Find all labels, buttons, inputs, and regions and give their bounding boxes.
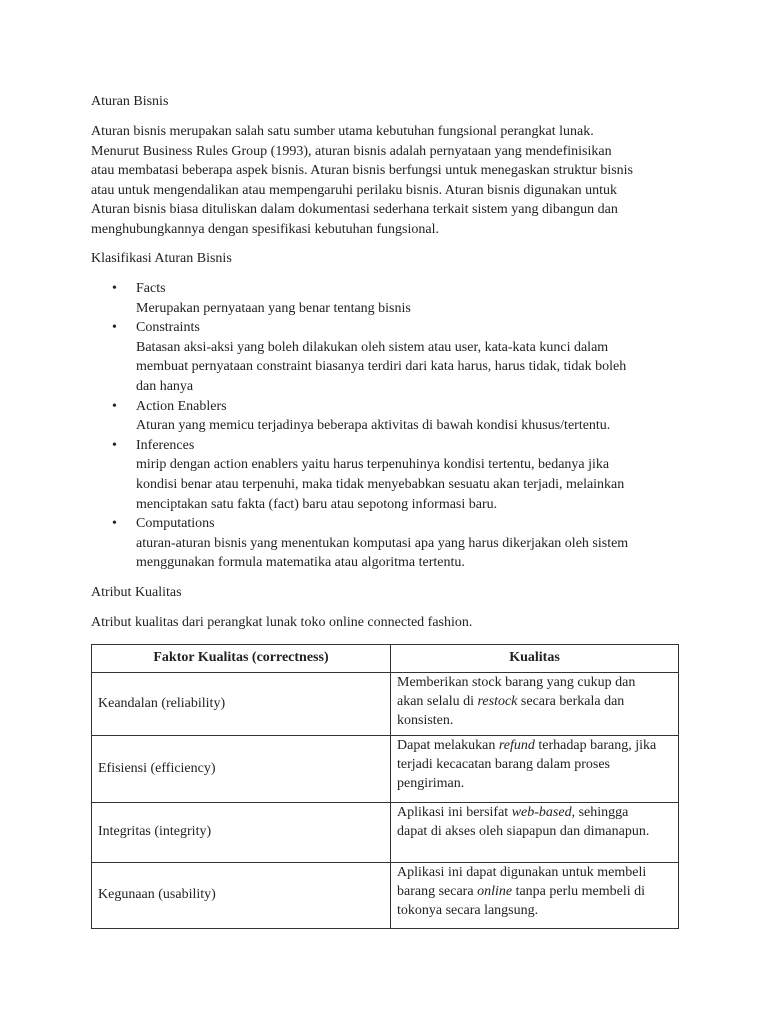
- quality-table: [91, 644, 679, 929]
- paragraph-line: Menurut Business Rules Group (1993), aturan bisnis adalah pernyataan yang mendefinisikan: [91, 143, 612, 159]
- list-item-computations: [91, 514, 681, 573]
- section-title-aturan-bisnis: Aturan Bisnis: [91, 94, 169, 109]
- bullet-icon: •: [112, 281, 117, 296]
- factor-cell: Integritas (integrity): [92, 802, 391, 862]
- paragraph-line: atau untuk mengendalikan atau mempengaruhi perilaku bisnis. Aturan bisnis digunakan untuk: [91, 182, 618, 198]
- list-item-desc: membuat pernyataan constraint biasanya terdiri dari kata harus, harus tidak, tidak boleh: [136, 359, 627, 375]
- bullet-icon: •: [112, 516, 117, 532]
- list-item-desc: kondisi benar atau terpenuhi, maka tidak menyebabkan sesuatu akan terjadi, melainkan: [136, 476, 625, 492]
- factor-cell: Efisiensi (efficiency): [92, 735, 391, 802]
- list-item-desc: Aturan yang memicu terjadinya beberapa aktivitas di bawah kondisi khusus/tertentu.: [136, 418, 611, 434]
- list-item-term: Facts: [136, 281, 166, 296]
- list-item-constraints: [91, 318, 681, 396]
- section-title-klasifikasi: Klasifikasi Aturan Bisnis: [91, 251, 232, 266]
- list-item-desc: menggunakan formula matematika atau algoritma tertentu.: [136, 555, 465, 571]
- list-item-desc: dan hanya: [136, 378, 194, 394]
- list-item-term: Inferences: [136, 437, 195, 453]
- table-row: [92, 802, 679, 862]
- aturan-bisnis-paragraph: [91, 122, 681, 239]
- document-page: [91, 92, 681, 929]
- bullet-icon: •: [112, 398, 117, 414]
- bullet-icon: •: [112, 320, 117, 336]
- list-item-desc: Batasan aksi-aksi yang boleh dilakukan oleh sistem atau user, kata-kata kunci dalam: [136, 339, 609, 355]
- list-item-inferences: [91, 436, 681, 514]
- factor-cell: Kegunaan (usability): [92, 862, 391, 928]
- bullet-icon: •: [112, 437, 117, 453]
- list-item-desc: menciptakan satu fakta (fact) baru atau sepotong informasi baru.: [136, 496, 498, 512]
- table-row: [92, 672, 679, 735]
- factor-cell: Keandalan (reliability): [92, 672, 391, 735]
- quality-cell: Dapat melakukan refund terhadap barang, jika terjadi kecacatan barang dalam proses pengiriman.: [391, 735, 679, 802]
- table-header-factor: Faktor Kualitas (correctness): [92, 644, 391, 672]
- paragraph-line: Aturan bisnis merupakan salah satu sumber utama kebutuhan fungsional perangkat lunak.: [91, 124, 594, 139]
- atribut-kualitas-intro: Atribut kualitas dari perangkat lunak toko online connected fashion.: [91, 614, 473, 630]
- klasifikasi-list: [91, 279, 681, 573]
- quality-cell: Aplikasi ini dapat digunakan untuk membeli barang secara online tanpa perlu membeli di tokonya secara langsung.: [391, 862, 679, 928]
- paragraph-line: atau membatasi beberapa aspek bisnis. Aturan bisnis berfungsi untuk menegaskan struktur bisnis: [91, 163, 634, 178]
- table-row: [92, 735, 679, 802]
- paragraph-line: menghubungkannya dengan spesifikasi kebutuhan fungsional.: [91, 221, 439, 237]
- section-title-atribut-kualitas: Atribut Kualitas: [91, 584, 182, 600]
- list-item-term: Constraints: [136, 320, 200, 336]
- table-header-quality: Kualitas: [391, 644, 679, 672]
- list-item-term: Computations: [136, 516, 215, 532]
- quality-cell: Memberikan stock barang yang cukup dan akan selalu di restock secara berkala dan konsisten.: [391, 672, 679, 735]
- paragraph-line: Aturan bisnis biasa dituliskan dalam dokumentasi sederhana terkait sistem yang dibangun dan: [91, 202, 618, 217]
- list-item-desc: Merupakan pernyataan yang benar tentang bisnis: [136, 300, 411, 316]
- list-item-facts: [91, 279, 681, 318]
- list-item-desc: mirip dengan action enablers yaitu harus terpenuhinya kondisi tertentu, bedanya jika: [136, 457, 610, 473]
- list-item-term: Action Enablers: [136, 398, 227, 414]
- table-header-row: [92, 644, 679, 672]
- list-item-action-enablers: [91, 397, 681, 436]
- list-item-desc: aturan-aturan bisnis yang menentukan komputasi apa yang harus dikerjakan oleh sistem: [136, 535, 629, 551]
- table-row: [92, 862, 679, 928]
- quality-cell: Aplikasi ini bersifat web-based, sehingga dapat di akses oleh siapapun dan dimanapun.: [391, 802, 679, 862]
